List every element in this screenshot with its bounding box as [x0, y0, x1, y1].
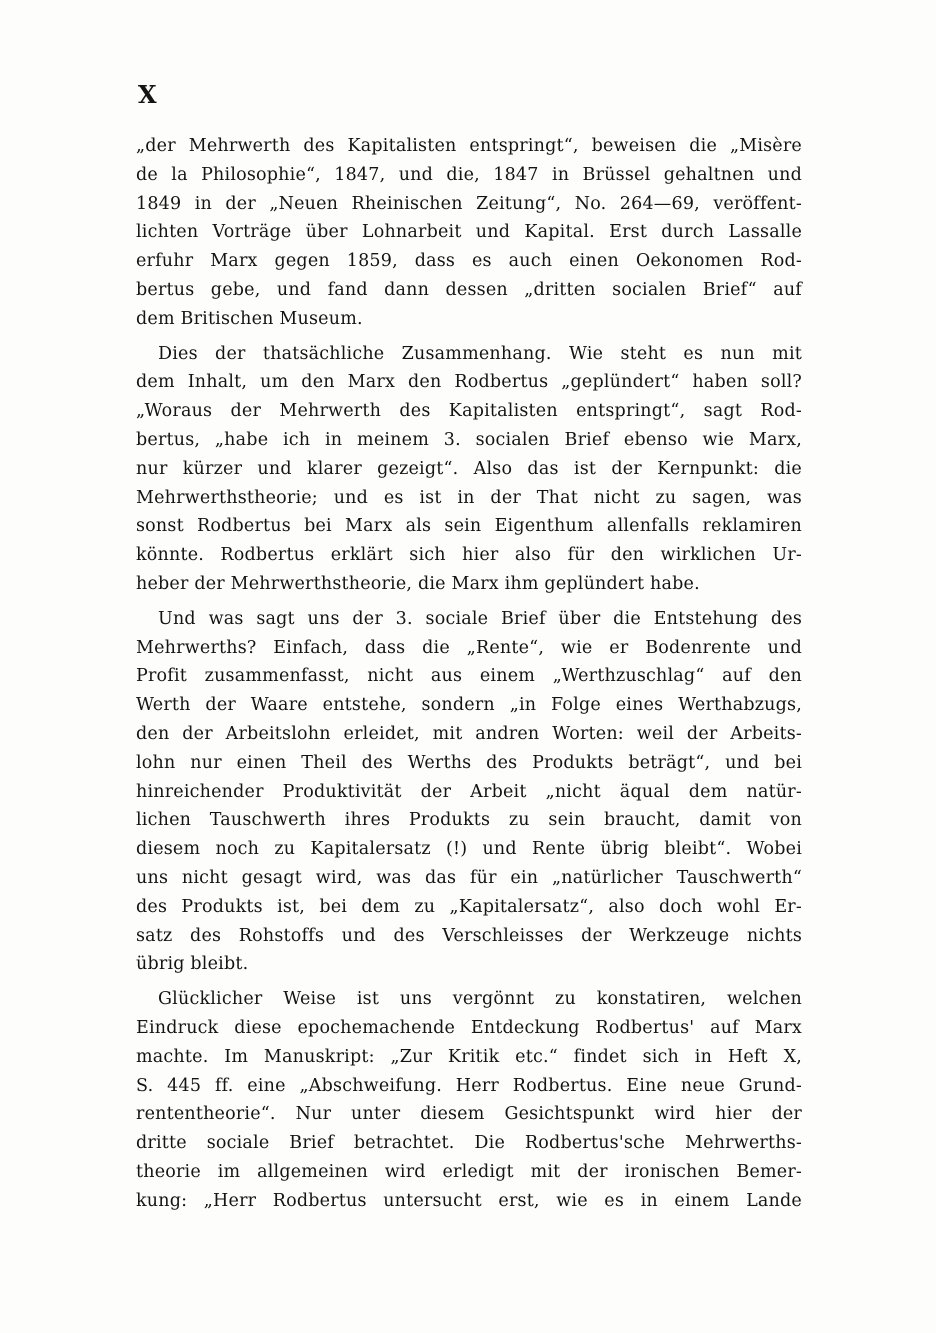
text-line: Dies der thatsächliche Zusammenhang. Wie steht es nun mit	[158, 343, 802, 364]
text-line: rententheorie“. Nur unter diesem Gesichtspunkt wird hier der	[136, 1104, 802, 1125]
text-line: S. 445 ff. eine „Abschweifung. Herr Rodbertus. Eine neue Grund-	[136, 1075, 802, 1096]
text-line: den der Arbeitslohn erleidet, mit andren Worten: weil der Arbeits-	[136, 723, 802, 744]
text-line: des Produkts ist, bei dem zu „Kapitalersatz“, also doch wohl Er-	[136, 896, 802, 917]
text-line: Eindruck diese epochemachende Entdeckung Rodbertus' auf Marx	[136, 1017, 802, 1038]
text-line: sonst Rodbertus bei Marx als sein Eigenthum allenfalls reklamiren	[136, 516, 802, 537]
text-line: bertus gebe, und fand dann dessen „dritten socialen Brief“ auf	[136, 279, 802, 300]
body-text	[136, 132, 802, 1215]
text-line: hinreichender Produktivität der Arbeit „nicht äqual dem natür-	[136, 781, 802, 802]
text-line: machte. Im Manuskript: „Zur Kritik etc.“ findet sich in Heft X,	[136, 1046, 802, 1067]
paragraph-1	[136, 132, 802, 334]
text-line: heber der Mehrwerthstheorie, die Marx ihm geplündert habe.	[136, 573, 700, 594]
text-line: satz des Rohstoffs und des Verschleisses der Werkzeuge nichts	[136, 925, 802, 946]
text-line: dem Britischen Museum.	[136, 308, 363, 329]
text-line: „der Mehrwerth des Kapitalisten entspringt“, beweisen die „Misère	[136, 136, 802, 156]
text-line: nur kürzer und klarer gezeigt“. Also das ist der Kernpunkt: die	[136, 458, 802, 479]
text-line: bertus, „habe ich in meinem 3. socialen Brief ebenso wie Marx,	[136, 429, 802, 450]
text-line: theorie im allgemeinen wird erledigt mit der ironischen Bemer-	[136, 1161, 802, 1182]
paragraph-2	[136, 340, 802, 599]
text-line: uns nicht gesagt wird, was das für ein „natürlicher Tauschwerth“	[136, 867, 802, 888]
text-line: lichten Vorträge über Lohnarbeit und Kapital. Erst durch Lassalle	[136, 222, 802, 243]
text-line: Mehrwerthstheorie; und es ist in der That nicht zu sagen, was	[136, 487, 802, 508]
text-line: de la Philosophie“, 1847, und die, 1847 in Brüssel gehaltnen und	[136, 164, 802, 185]
text-line: Glücklicher Weise ist uns vergönnt zu konstatiren, welchen	[158, 989, 802, 1010]
text-line: lohn nur einen Theil des Werths des Produkts beträgt“, und bei	[136, 752, 802, 773]
text-line: Werth der Waare entstehe, sondern „in Folge eines Werthabzugs,	[136, 695, 802, 716]
paragraph-4	[136, 985, 802, 1215]
page-number: X	[138, 80, 157, 109]
text-line: lichen Tauschwerth ihres Produkts zu sein braucht, damit von	[136, 810, 802, 831]
text-line: diesem noch zu Kapitalersatz (!) und Rente übrig bleibt“. Wobei	[136, 839, 802, 860]
text-line: Profit zusammenfasst, nicht aus einem „Werthzuschlag“ auf den	[136, 666, 802, 687]
text-line: Und was sagt uns der 3. sociale Brief über die Entstehung des	[158, 608, 802, 629]
text-line: erfuhr Marx gegen 1859, dass es auch einen Oekonomen Rod-	[136, 251, 802, 272]
paragraph-3	[136, 605, 802, 979]
text-line: könnte. Rodbertus erklärt sich hier also für den wirklichen Ur-	[136, 545, 802, 566]
text-line: Mehrwerths? Einfach, dass die „Rente“, wie er Bodenrente und	[136, 637, 802, 658]
text-line: dem Inhalt, um den Marx den Rodbertus „geplündert“ haben soll?	[136, 372, 802, 393]
text-line: übrig bleibt.	[136, 954, 249, 975]
text-line: kung: „Herr Rodbertus untersucht erst, wie es in einem Lande	[136, 1190, 802, 1211]
text-line: dritte sociale Brief betrachtet. Die Rodbertus'sche Mehrwerths-	[136, 1133, 802, 1154]
text-line: „Woraus der Mehrwerth des Kapitalisten entspringt“, sagt Rod-	[136, 401, 802, 422]
text-line: 1849 in der „Neuen Rheinischen Zeitung“, No. 264—69, veröffent-	[136, 193, 802, 214]
